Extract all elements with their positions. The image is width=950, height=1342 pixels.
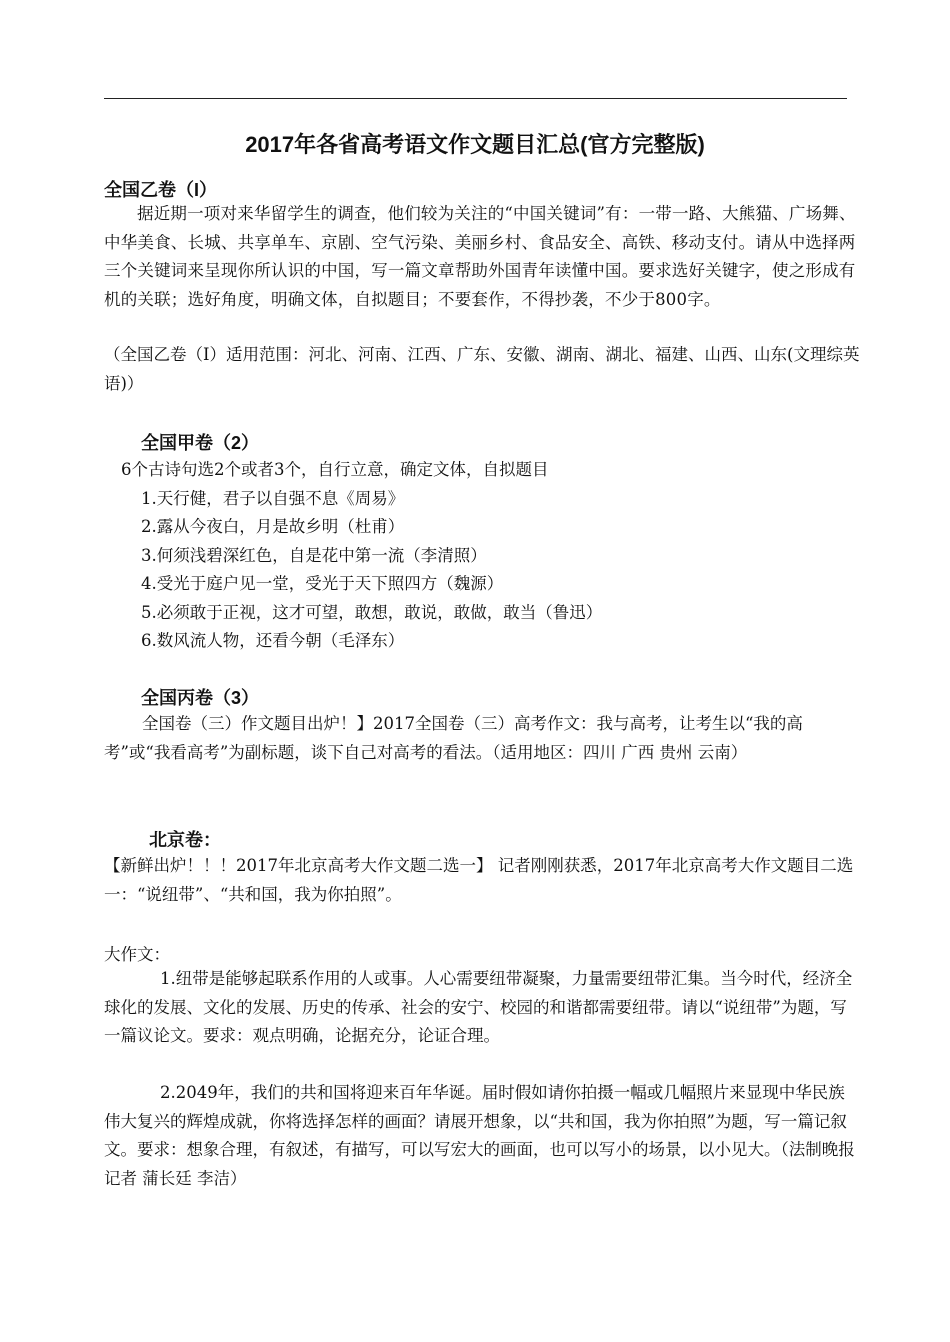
- list-item: 1.天行健，君子以自强不息《周易》: [141, 489, 405, 508]
- essay-prompt-1: 1.纽带是能够起联系作用的人或事。人心需要纽带凝聚，力量需要纽带汇集。当今时代，经济全球化的发展、文化的发展、历史的传承、社会的安宁、校园的和谐都需要纽带。请以“说纽带”为题，写一篇议论文。要求：观点明确，论据充分，论证合理。: [104, 969, 853, 1045]
- section-label-essay: 大作文：: [104, 945, 170, 964]
- header-rule: [104, 98, 847, 99]
- section-heading-beijing: 北京卷：: [149, 830, 221, 850]
- list-item: 2.露从今夜白，月是故乡明（杜甫）: [141, 517, 405, 536]
- document-title: 2017年各省高考语文作文题目汇总(官方完整版): [245, 132, 705, 157]
- section-scope-national-b: （全国乙卷（I）适用范围：河北、河南、江西、广东、安徽、湖南、湖北、福建、山西、山东(文理综英语)）: [104, 345, 860, 393]
- list-item: 6.数风流人物，还看今朝（毛泽东）: [141, 631, 405, 650]
- section-heading-national-a: 全国甲卷（2）: [141, 433, 260, 453]
- section-intro-beijing: 【新鲜出炉！！！2017年北京高考大作文题二选一】 记者刚刚获悉，2017年北京高考大作文题目二选一：“说纽带”、“共和国，我为你拍照”。: [104, 856, 854, 904]
- section-heading-national-b: 全国乙卷（I）: [104, 180, 218, 200]
- section-body-national-c: 全国卷（三）作文题目出炉！】2017全国卷（三）高考作文：我与高考，让考生以“我的高考”或“我看高考”为副标题，谈下自己对高考的看法。（适用地区：四川 广西 贵州 云南）: [104, 714, 803, 762]
- list-item: 3.何须浅碧深红色，自是花中第一流（李清照）: [141, 546, 487, 565]
- section-heading-national-c: 全国丙卷（3）: [141, 688, 260, 708]
- list-item: 5.必须敢于正视，这才可望，敢想，敢说，敢做，敢当（鲁迅）: [141, 603, 603, 622]
- essay-prompt-2: 2.2049年，我们的共和国将迎来百年华诞。届时假如请你拍摄一幅或几幅照片来显现中华民族伟大复兴的辉煌成就，你将选择怎样的画面？请展开想象，以“共和国，我为你拍照”为题，写一篇记叙文。要求：想象合理，有叙述，有描写，可以写宏大的画面，也可以写小的场景，以小见大。（法制晚报记者 蒲长廷 李洁）: [104, 1083, 855, 1188]
- list-item: 4.受光于庭户见一堂，受光于天下照四方（魏源）: [141, 574, 504, 593]
- section-intro-national-a: 6个古诗句选2个或者3个，自行立意，确定文体，自拟题目: [121, 460, 549, 479]
- section-body-national-b: 据近期一项对来华留学生的调查，他们较为关注的“中国关键词”有：一带一路、大熊猫、广场舞、中华美食、长城、共享单车、京剧、空气污染、美丽乡村、食品安全、高铁、移动支付。请从中选择两三个关键词来呈现你所认识的中国，写一篇文章帮助外国青年读懂中国。要求选好关键字，使之形成有机的关联；选好角度，明确文体，自拟题目；不要套作，不得抄袭，不少于800字。: [104, 204, 856, 309]
